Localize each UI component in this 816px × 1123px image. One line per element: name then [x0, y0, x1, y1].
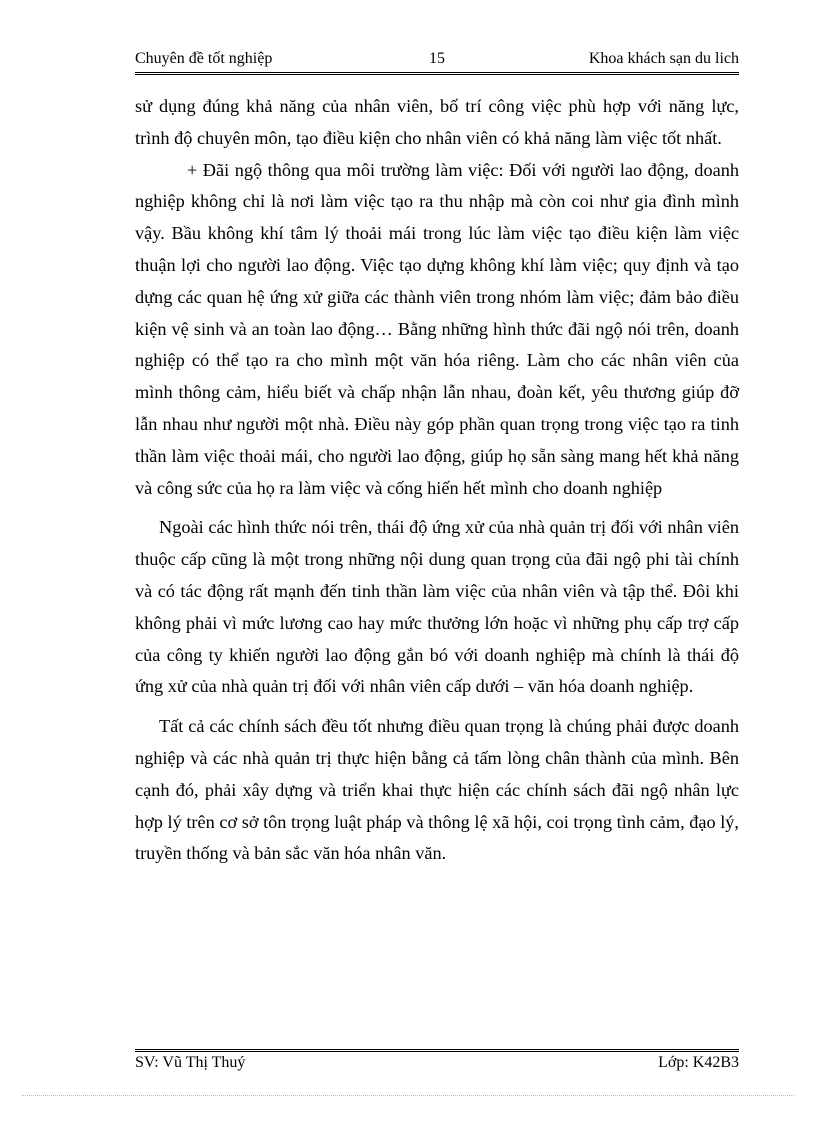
footer-divider	[135, 1049, 739, 1052]
page-bottom-border	[22, 1095, 794, 1096]
page-body	[135, 91, 739, 870]
header-page-number: 15	[429, 50, 445, 67]
footer-class: Lớp: K42B3	[658, 1054, 739, 1071]
header-divider	[135, 72, 739, 75]
header-faculty: Khoa khách sạn du lich	[588, 50, 739, 67]
page-header	[135, 48, 739, 72]
page-footer	[135, 1054, 739, 1078]
paragraph-manager-attitude: Ngoài các hình thức nói trên, thái độ ứng xử của nhà quản trị đối với nhân viên thuộc cấp cũng là một trong những nội dung quan trọng của đãi ngộ phi tài chính và có tác động rất mạnh đến tinh thần làm việc của nhân viên và tập thể. Đôi khi không phải vì mức lương cao hay mức thưởng lớn hoặc vì những phụ cấp trợ cấp của công ty khiến người lao động gắn bó với doanh nghiệp mà chính là thái độ ứng xử của nhà quản trị đối với nhân viên cấp dưới – văn hóa doanh nghiệp.	[135, 517, 739, 697]
paragraph-work-environment: + Đãi ngộ thông qua môi trường làm việc: Đối với người lao động, doanh nghiệp không chỉ là nơi làm việc tạo ra thu nhập mà còn coi như gia đình mình vậy. Bầu không khí tâm lý thoải mái trong lúc làm việc tạo điều kiện làm việc thuận lợi cho người lao động. Việc tạo dựng không khí làm việc; quy định và tạo dựng các quan hệ ứng xử giữa các thành viên trong nhóm làm việc; đảm bảo điều kiện vệ sinh và an toàn lao động… Bằng những hình thức đãi ngộ nói trên, doanh nghiệp có thể tạo ra cho mình một văn hóa riêng. Làm cho các nhân viên của mình thông cảm, hiểu biết và chấp nhận lẫn nhau, đoàn kết, yêu thương giúp đỡ lẫn nhau như người một nhà. Điều này góp phần quan trọng trong việc tạo ra tinh thần làm việc thoải mái, cho người lao động, giúp họ sẵn sàng mang hết khả năng và công sức của họ ra làm việc và cống hiến hết mình cho doanh nghiệp	[135, 159, 739, 498]
header-thesis-title: Chuyên đề tốt nghiệp	[135, 50, 273, 67]
paragraph-conclusion: Tất cả các chính sách đều tốt nhưng điều quan trọng là chúng phải được doanh nghiệp và các nhà quản trị thực hiện bằng cả tấm lòng chân thành của mình. Bên cạnh đó, phải xây dựng và triển khai thực hiện các chính sách đãi ngộ nhân lực hợp lý trên cơ sở tôn trọng luật pháp và thông lệ xã hội, coi trọng tình cảm, đạo lý, truyền thống và bản sắc văn hóa nhân văn.	[135, 716, 739, 864]
footer-student-name: SV: Vũ Thị Thuý	[135, 1054, 246, 1071]
paragraph-continuation: sử dụng đúng khả năng của nhân viên, bố trí công việc phù hợp với năng lực, trình độ chuyên môn, tạo điều kiện cho nhân viên có khả năng làm việc tốt nhất.	[135, 96, 739, 148]
